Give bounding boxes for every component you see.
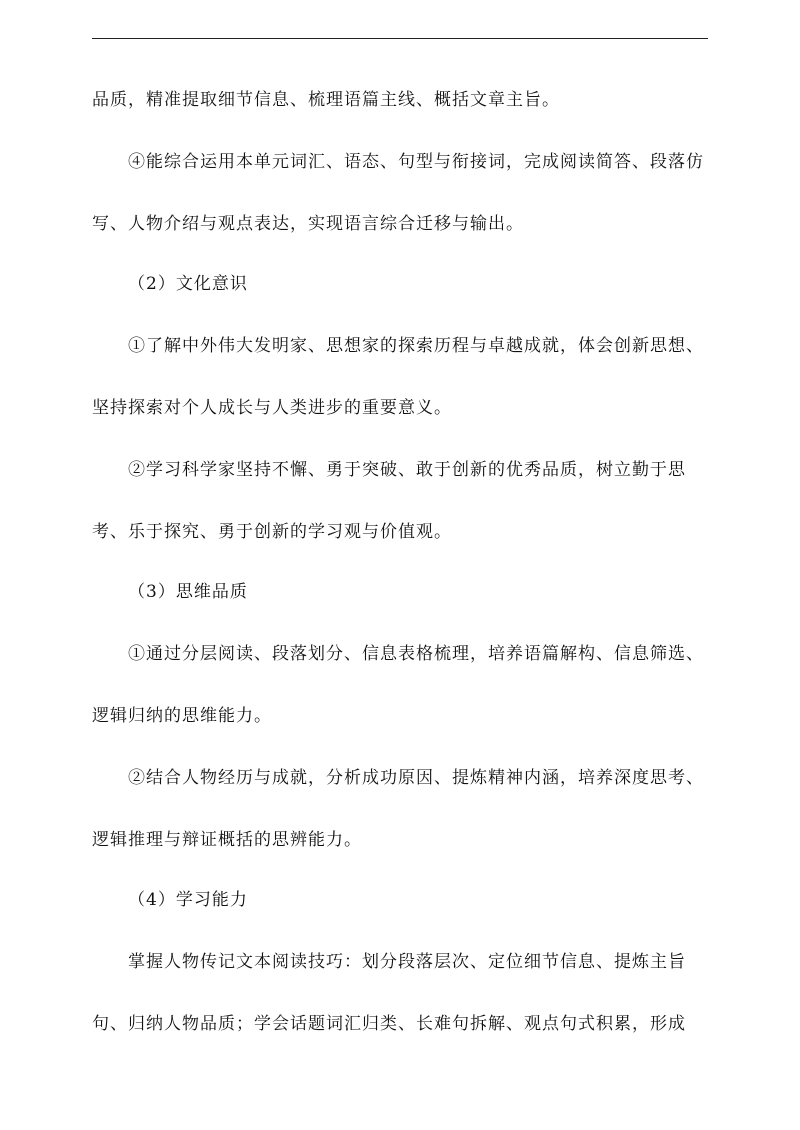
paragraph-line: 逻辑归纳的思维能力。 — [92, 706, 272, 726]
paragraph-line: 掌握人物传记文本阅读技巧：划分段落层次、定位细节信息、提炼主旨 — [128, 952, 686, 972]
paragraph-line: 考、乐于探究、勇于创新的学习观与价值观。 — [92, 522, 452, 542]
paragraph-line: ①了解中外伟大发明家、思想家的探索历程与卓越成就，体会创新思想、 — [128, 336, 704, 356]
paragraph-line: ④能综合运用本单元词汇、语态、句型与衔接词，完成阅读简答、段落仿 — [128, 152, 704, 172]
paragraph-line: 写、人物介绍与观点表达，实现语言综合迁移与输出。 — [92, 214, 524, 234]
paragraph-line: ②学习科学家坚持不懈、勇于突破、敢于创新的优秀品质，树立勤于思 — [128, 460, 686, 480]
paragraph-line: ①通过分层阅读、段落划分、信息表格梳理，培养语篇解构、信息筛选、 — [128, 644, 704, 664]
paragraph-line: 坚持探索对个人成长与人类进步的重要意义。 — [92, 398, 452, 418]
paragraph-line: 逻辑推理与辩证概括的思辨能力。 — [92, 830, 362, 850]
paragraph-line: 品质，精准提取细节信息、梳理语篇主线、概括文章主旨。 — [92, 90, 560, 110]
section-heading-thinking: （3）思维品质 — [128, 582, 248, 602]
section-heading-culture: （2）文化意识 — [128, 274, 248, 294]
paragraph-line: ②结合人物经历与成就，分析成功原因、提炼精神内涵，培养深度思考、 — [128, 768, 704, 788]
paragraph-line: 句、归纳人物品质；学会话题词汇归类、长难句拆解、观点句式积累，形成 — [92, 1014, 686, 1034]
header-rule — [92, 38, 708, 39]
section-heading-learning: （4）学习能力 — [128, 890, 248, 910]
